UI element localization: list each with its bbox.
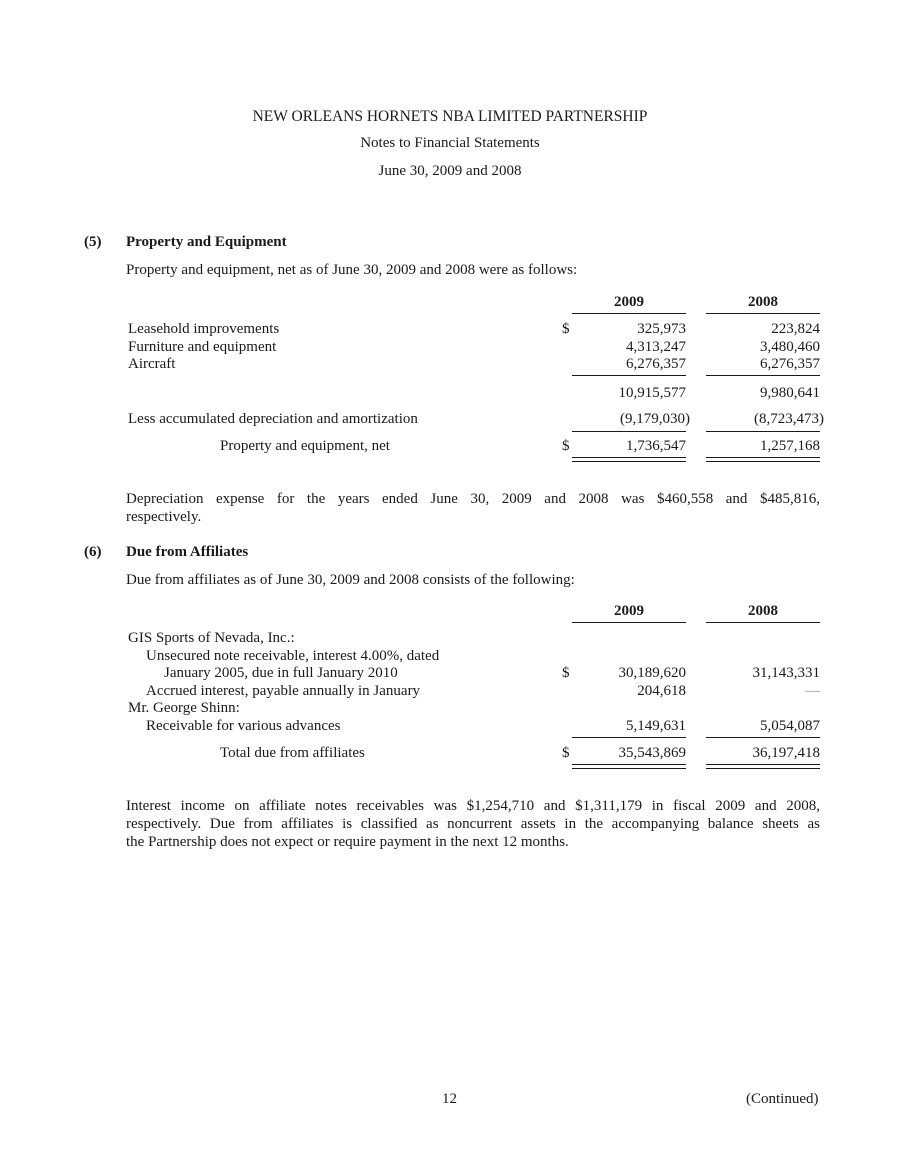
- accrued-interest-2009: 204,618: [637, 683, 686, 699]
- accrued-interest-2008: —: [805, 683, 820, 699]
- row-leasehold-2009: 325,973: [637, 321, 686, 337]
- interest-income-line1: Interest income on affiliate notes receivables was $1,254,710 and $1,311,179 in fiscal 2009 and 2008,: [126, 798, 820, 814]
- unsecured-note-dollar: $: [562, 665, 570, 681]
- advances-underline-2008: [706, 737, 820, 738]
- shinn-label: Mr. George Shinn:: [128, 700, 240, 716]
- section5-col-2009: 2009: [572, 294, 686, 314]
- net-pe-label: Property and equipment, net: [220, 438, 390, 454]
- total-double-underline-2009: [572, 764, 686, 769]
- section5-number: (5): [84, 234, 102, 250]
- section6-title: Due from Affiliates: [126, 544, 249, 560]
- aircraft-underline-2008: [706, 375, 820, 376]
- section6-col-2009: 2009: [572, 603, 686, 623]
- total-affiliates-2008: 36,197,418: [752, 745, 820, 761]
- row-furniture-2008: 3,480,460: [760, 339, 820, 355]
- unsecured-note-2008: 31,143,331: [752, 665, 820, 681]
- advances-2008: 5,054,087: [760, 718, 820, 734]
- total-affiliates-2009: 35,543,869: [618, 745, 686, 761]
- net-double-underline-2008: [706, 457, 820, 462]
- row-aircraft-label: Aircraft: [128, 356, 176, 372]
- depreciation-note-line2: respectively.: [126, 509, 202, 525]
- gis-sports-label: GIS Sports of Nevada, Inc.:: [128, 630, 295, 646]
- net-pe-2009: 1,736,547: [626, 438, 686, 454]
- advances-label: Receivable for various advances: [146, 718, 341, 734]
- statement-dates: June 30, 2009 and 2008: [378, 163, 522, 179]
- row-aircraft-2008: 6,276,357: [760, 356, 820, 372]
- accum-depreciation-label: Less accumulated depreciation and amortization: [128, 411, 418, 427]
- unsecured-note-label-2: January 2005, due in full January 2010: [164, 665, 398, 681]
- accum-depreciation-2008: (8,723,473): [754, 411, 824, 427]
- aircraft-underline-2009: [572, 375, 686, 376]
- accum-underline-2009: [572, 431, 686, 432]
- page-number: 12: [442, 1091, 457, 1107]
- interest-income-line3: the Partnership does not expect or require payment in the next 12 months.: [126, 834, 569, 850]
- section5-col-2008: 2008: [706, 294, 820, 314]
- row-aircraft-2009: 6,276,357: [626, 356, 686, 372]
- net-double-underline-2009: [572, 457, 686, 462]
- section6-number: (6): [84, 544, 102, 560]
- unsecured-note-label-1: Unsecured note receivable, interest 4.00%, dated: [146, 648, 440, 664]
- interest-income-line2: respectively. Due from affiliates is classified as noncurrent assets in the accompanying balance sheets as: [126, 816, 820, 832]
- section5-title: Property and Equipment: [126, 234, 287, 250]
- total-affiliates-dollar: $: [562, 745, 570, 761]
- section6-col-2008: 2008: [706, 603, 820, 623]
- total-double-underline-2008: [706, 764, 820, 769]
- net-pe-2008: 1,257,168: [760, 438, 820, 454]
- subtotal-2008: 9,980,641: [760, 385, 820, 401]
- accum-depreciation-2009: (9,179,030): [620, 411, 690, 427]
- subtotal-2009: 10,915,577: [618, 385, 686, 401]
- row-leasehold-dollar: $: [562, 321, 570, 337]
- accrued-interest-label: Accrued interest, payable annually in January: [146, 683, 421, 699]
- advances-underline-2009: [572, 737, 686, 738]
- continued-label: (Continued): [746, 1091, 819, 1107]
- accum-underline-2008: [706, 431, 820, 432]
- section5-intro: Property and equipment, net as of June 30, 2009 and 2008 were as follows:: [126, 262, 578, 278]
- row-furniture-label: Furniture and equipment: [128, 339, 277, 355]
- net-pe-dollar: $: [562, 438, 570, 454]
- row-leasehold-2008: 223,824: [771, 321, 820, 337]
- depreciation-note-line1: Depreciation expense for the years ended June 30, 2009 and 2008 was $460,558 and $485,816,: [126, 491, 820, 507]
- section6-intro: Due from affiliates as of June 30, 2009 and 2008 consists of the following:: [126, 572, 575, 588]
- unsecured-note-2009: 30,189,620: [618, 665, 686, 681]
- row-leasehold-label: Leasehold improvements: [128, 321, 280, 337]
- advances-2009: 5,149,631: [626, 718, 686, 734]
- total-affiliates-label: Total due from affiliates: [220, 745, 365, 761]
- row-furniture-2009: 4,313,247: [626, 339, 686, 355]
- company-name: NEW ORLEANS HORNETS NBA LIMITED PARTNERSHIP: [252, 108, 648, 125]
- statement-subtitle: Notes to Financial Statements: [360, 135, 540, 151]
